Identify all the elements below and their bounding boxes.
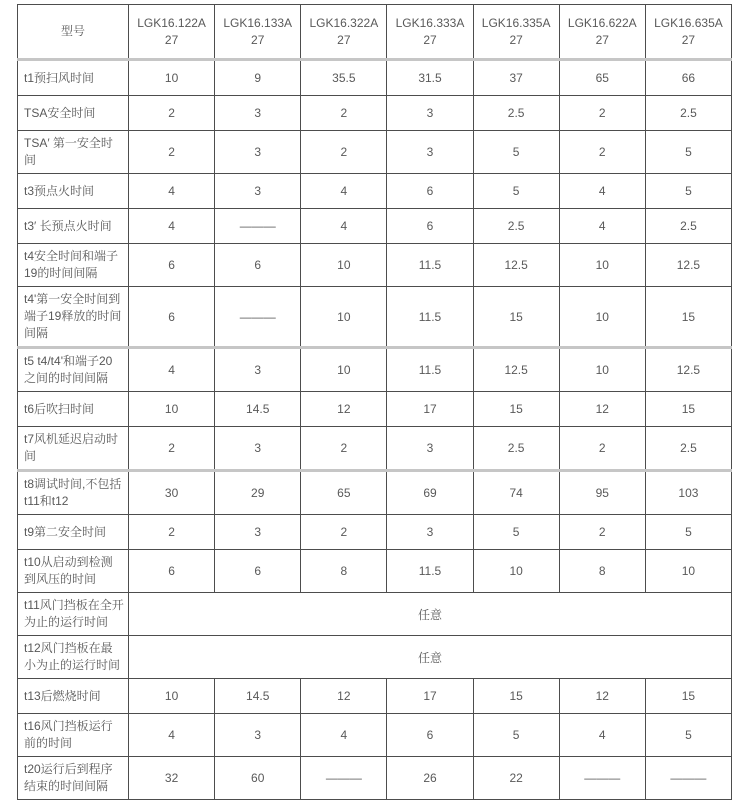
value-cell: 4 (559, 209, 645, 244)
table-row (18, 550, 732, 593)
table-row (18, 515, 732, 550)
value-cell: 11.5 (387, 550, 473, 593)
value-cell: 2 (301, 427, 387, 471)
value-cell: 10 (301, 244, 387, 287)
value-cell: 6 (387, 174, 473, 209)
table-row (18, 348, 732, 392)
table-row (18, 593, 732, 636)
row-label: t12风门挡板在最小为止的运行时间 (18, 636, 129, 679)
value-cell: 32 (129, 757, 215, 800)
row-label: TSA′ 第一安全时间 (18, 131, 129, 174)
value-cell: 3 (387, 515, 473, 550)
spec-table (17, 4, 732, 800)
value-cell: 2 (559, 515, 645, 550)
value-cell: 2 (301, 96, 387, 131)
value-cell: 4 (301, 209, 387, 244)
row-label: t20运行后到程序结束的时间间隔 (18, 757, 129, 800)
value-cell: 30 (129, 471, 215, 515)
value-cell: 10 (129, 392, 215, 427)
value-cell: 12.5 (645, 244, 731, 287)
model-name: LGK16.133A (223, 15, 293, 30)
value-cell: 2.5 (473, 96, 559, 131)
value-cell: 2.5 (645, 427, 731, 471)
model-name: LGK16.333A (395, 15, 465, 30)
value-cell: 5 (645, 714, 731, 757)
value-cell: 6 (215, 550, 301, 593)
value-cell: 5 (473, 714, 559, 757)
value-cell: 2 (559, 96, 645, 131)
model-column-header (129, 5, 215, 60)
model-suffix: 27 (251, 32, 265, 47)
value-cell: 31.5 (387, 60, 473, 96)
row-label: t3′ 长预点火时间 (18, 209, 129, 244)
table-header (18, 5, 732, 60)
model-name: LGK16.122A (137, 15, 206, 30)
value-cell: 17 (387, 392, 473, 427)
table-row (18, 174, 732, 209)
row-label: t13后燃烧时间 (18, 679, 129, 714)
value-cell: 65 (559, 60, 645, 96)
value-cell: 29 (215, 471, 301, 515)
value-cell: 15 (645, 392, 731, 427)
row-label: TSA安全时间 (18, 96, 129, 131)
value-cell: 14.5 (215, 392, 301, 427)
value-cell: 8 (301, 550, 387, 593)
row-label: t4安全时间和端子19的时间间隔 (18, 244, 129, 287)
value-cell: 65 (301, 471, 387, 515)
value-cell: 11.5 (387, 287, 473, 348)
value-cell: 3 (215, 96, 301, 131)
value-cell: 103 (645, 471, 731, 515)
value-cell: 3 (387, 427, 473, 471)
model-header-cell: 型号 (18, 5, 129, 60)
value-cell: 12.5 (645, 348, 731, 392)
value-cell: 14.5 (215, 679, 301, 714)
value-cell: 2 (559, 131, 645, 174)
table-row (18, 287, 732, 348)
row-label: t6后吹扫时间 (18, 392, 129, 427)
value-cell: 12 (301, 679, 387, 714)
table-row (18, 131, 732, 174)
value-cell: 3 (387, 96, 473, 131)
value-cell: 4 (129, 174, 215, 209)
value-cell: 10 (645, 550, 731, 593)
value-cell: 95 (559, 471, 645, 515)
model-column-header (645, 5, 731, 60)
table-row (18, 392, 732, 427)
value-cell: 15 (645, 679, 731, 714)
row-label: t1预扫风时间 (18, 60, 129, 96)
value-cell: 60 (215, 757, 301, 800)
value-cell: 10 (473, 550, 559, 593)
value-cell: 2.5 (473, 427, 559, 471)
value-cell: 2 (559, 427, 645, 471)
value-cell: 15 (473, 287, 559, 348)
value-cell: 3 (215, 714, 301, 757)
value-cell: 4 (129, 209, 215, 244)
value-cell: ——— (215, 209, 301, 244)
value-cell: 26 (387, 757, 473, 800)
value-cell: 5 (473, 131, 559, 174)
value-cell: 3 (215, 427, 301, 471)
value-cell: 66 (645, 60, 731, 96)
row-label: t4'第一安全时间到端子19释放的时间间隔 (18, 287, 129, 348)
value-cell: 3 (215, 131, 301, 174)
table-row (18, 244, 732, 287)
value-cell: 6 (129, 244, 215, 287)
model-suffix: 27 (423, 32, 437, 47)
model-suffix: 27 (164, 32, 179, 47)
row-label: t16风门挡板运行前的时间 (18, 714, 129, 757)
model-column-header (301, 5, 387, 60)
value-cell: 2 (301, 515, 387, 550)
value-cell: ——— (645, 757, 731, 800)
value-cell: 6 (215, 244, 301, 287)
value-cell: 11.5 (387, 244, 473, 287)
value-cell: 2 (129, 515, 215, 550)
value-cell: ——— (301, 757, 387, 800)
model-name: LGK16.622A (567, 15, 637, 30)
value-cell: 15 (473, 679, 559, 714)
value-cell: 37 (473, 60, 559, 96)
value-cell: 15 (645, 287, 731, 348)
model-suffix: 27 (595, 32, 609, 47)
row-label: t10从启动到检测到风压的时间 (18, 550, 129, 593)
value-cell: 8 (559, 550, 645, 593)
value-cell: 5 (473, 174, 559, 209)
value-cell: 4 (301, 714, 387, 757)
value-cell: 5 (473, 515, 559, 550)
table-row (18, 714, 732, 757)
value-cell: 2 (129, 96, 215, 131)
value-cell: 12 (559, 392, 645, 427)
value-cell: 11.5 (387, 348, 473, 392)
value-cell: 6 (129, 287, 215, 348)
value-cell: 35.5 (301, 60, 387, 96)
model-suffix: 27 (681, 32, 696, 47)
model-column-header (387, 5, 473, 60)
value-cell: 3 (215, 515, 301, 550)
value-cell: 74 (473, 471, 559, 515)
row-label: t8调试时间,不包括t11和t12 (18, 471, 129, 515)
header-row (18, 5, 732, 60)
table-row (18, 471, 732, 515)
table-row (18, 427, 732, 471)
table-body (18, 60, 732, 800)
value-cell: 10 (301, 348, 387, 392)
value-cell: 10 (559, 287, 645, 348)
value-cell: 10 (559, 348, 645, 392)
model-column-header (473, 5, 559, 60)
value-cell: 2.5 (473, 209, 559, 244)
value-cell: 2 (129, 131, 215, 174)
value-cell: 5 (645, 174, 731, 209)
value-cell: ——— (559, 757, 645, 800)
value-cell: 10 (301, 287, 387, 348)
value-cell: 5 (645, 131, 731, 174)
value-cell: 6 (129, 550, 215, 593)
value-cell: 69 (387, 471, 473, 515)
row-label: t7风机延迟启动时间 (18, 427, 129, 471)
value-cell: 17 (387, 679, 473, 714)
value-cell: 4 (129, 714, 215, 757)
row-label: t11风门挡板在全开为止的运行时间 (18, 593, 129, 636)
value-cell: 12 (301, 392, 387, 427)
table-row (18, 60, 732, 96)
table-row (18, 96, 732, 131)
merged-value-cell: 任意 (129, 593, 732, 636)
row-label: t3预点火时间 (18, 174, 129, 209)
table-row (18, 636, 732, 679)
model-name: LGK16.635A (654, 15, 723, 30)
table-row (18, 679, 732, 714)
value-cell: 12.5 (473, 348, 559, 392)
value-cell: 2 (301, 131, 387, 174)
model-name: LGK16.335A (481, 15, 551, 30)
value-cell: 5 (645, 515, 731, 550)
value-cell: 4 (129, 348, 215, 392)
value-cell: 4 (559, 714, 645, 757)
value-cell: 12.5 (473, 244, 559, 287)
value-cell: 2 (129, 427, 215, 471)
table-row (18, 757, 732, 800)
value-cell: 3 (215, 348, 301, 392)
value-cell: 2.5 (645, 96, 731, 131)
value-cell: 4 (301, 174, 387, 209)
merged-value-cell: 任意 (129, 636, 732, 679)
value-cell: 10 (129, 679, 215, 714)
model-suffix: 27 (509, 32, 523, 47)
value-cell: 12 (559, 679, 645, 714)
model-suffix: 27 (337, 32, 351, 47)
value-cell: 4 (559, 174, 645, 209)
value-cell: 3 (215, 174, 301, 209)
value-cell: 2.5 (645, 209, 731, 244)
value-cell: 6 (387, 714, 473, 757)
row-label: t5 t4/t4'和端子20之间的时间间隔 (18, 348, 129, 392)
value-cell: 9 (215, 60, 301, 96)
value-cell: 6 (387, 209, 473, 244)
value-cell: 15 (473, 392, 559, 427)
value-cell: 3 (387, 131, 473, 174)
value-cell: 10 (559, 244, 645, 287)
value-cell: 22 (473, 757, 559, 800)
model-column-header (559, 5, 645, 60)
table-row (18, 209, 732, 244)
value-cell: 10 (129, 60, 215, 96)
value-cell: ——— (215, 287, 301, 348)
model-name: LGK16.322A (309, 15, 379, 30)
row-label: t9第二安全时间 (18, 515, 129, 550)
model-column-header (215, 5, 301, 60)
